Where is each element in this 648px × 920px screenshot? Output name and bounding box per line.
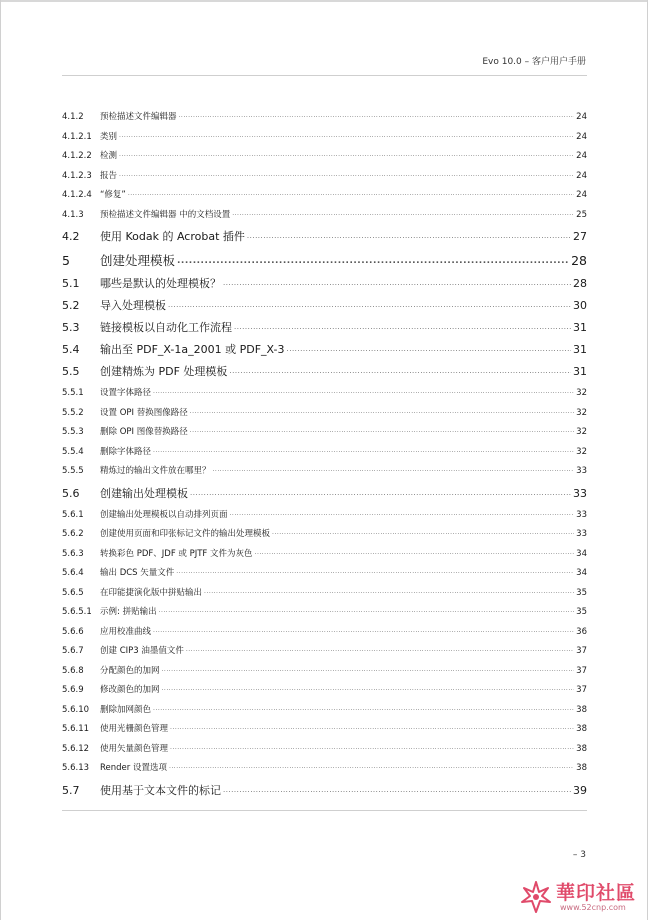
watermark xyxy=(510,876,646,920)
toc-entry-page: 35 xyxy=(576,607,587,617)
toc-entry-page: 33 xyxy=(573,486,587,500)
toc-entry-number: 5.6.10 xyxy=(62,704,90,715)
toc-entry-title: 应用校准曲线 xyxy=(100,626,152,637)
toc-entry-page: 32 xyxy=(576,427,587,437)
toc-entry-number: 5.5.4 xyxy=(62,446,84,457)
toc-entry-page: 33 xyxy=(576,529,587,539)
toc-entry-page: 25 xyxy=(576,209,587,220)
toc-entry-page: 28 xyxy=(573,277,587,290)
toc-entry[interactable] xyxy=(62,547,587,563)
toc-entry-page: 38 xyxy=(576,704,587,715)
toc-entry-number: 5.6.8 xyxy=(62,665,84,676)
toc-entry[interactable] xyxy=(62,527,587,543)
toc-entry[interactable] xyxy=(62,683,587,699)
toc-entry[interactable] xyxy=(62,386,587,402)
toc-entry-page: 31 xyxy=(573,321,587,334)
toc-entry-title: 创建输出处理模板 xyxy=(100,486,188,500)
toc-entry-page: 27 xyxy=(573,230,587,243)
toc-dot-leader xyxy=(153,386,574,396)
toc-entry-page: 31 xyxy=(573,365,587,378)
toc-dot-leader xyxy=(247,228,571,241)
toc-entry[interactable] xyxy=(62,445,587,461)
toc-dot-leader xyxy=(170,722,574,732)
toc-entry-title: 创建使用页面和印张标记文件的输出处理模板 xyxy=(100,529,271,539)
toc-entry[interactable] xyxy=(62,761,587,777)
toc-entry-number: 5.6 xyxy=(62,486,80,500)
toc-entry-number: 5 xyxy=(62,253,70,268)
toc-entry-number: 5.5.3 xyxy=(62,427,84,437)
watermark-logo-icon xyxy=(520,878,552,916)
toc-entry-number: 5.6.7 xyxy=(62,646,84,656)
toc-entry-number: 5.6.4 xyxy=(62,568,84,578)
toc-entry[interactable] xyxy=(62,664,587,680)
toc-entry-number: 5.6.12 xyxy=(62,743,90,754)
toc-entry-page: 24 xyxy=(576,151,587,161)
toc-entry[interactable] xyxy=(62,485,587,503)
toc-entry[interactable] xyxy=(62,319,587,337)
toc-dot-leader xyxy=(162,664,575,674)
toc-dot-leader xyxy=(119,149,574,159)
toc-entry-title: 设置 OPI 替换图像路径 xyxy=(100,407,188,418)
toc-entry[interactable] xyxy=(62,188,587,204)
toc-entry-title: 删除 OPI 图像替换路径 xyxy=(100,427,188,437)
toc-dot-leader xyxy=(229,363,571,376)
toc-entry[interactable] xyxy=(62,508,587,524)
toc-entry[interactable] xyxy=(62,341,587,359)
toc-entry-title: 创建 CIP3 油墨值文件 xyxy=(100,646,184,656)
toc-entry[interactable] xyxy=(62,406,587,422)
toc-dot-leader xyxy=(234,319,571,332)
toc-entry-title: 删除加网颜色 xyxy=(100,704,152,715)
toc-dot-leader xyxy=(119,169,574,179)
toc-entry[interactable] xyxy=(62,169,587,185)
toc-entry[interactable] xyxy=(62,644,587,660)
toc-entry[interactable] xyxy=(62,149,587,165)
toc-dot-leader xyxy=(272,527,574,537)
toc-entry-page: 35 xyxy=(576,587,587,598)
toc-entry[interactable] xyxy=(62,130,587,146)
toc-entry-number: 4.1.3 xyxy=(62,209,84,220)
toc-entry-page: 34 xyxy=(576,568,587,578)
toc-entry-title: 使用 Kodak 的 Acrobat 插件 xyxy=(100,230,245,243)
toc-dot-leader xyxy=(179,110,575,120)
toc-entry-title: 输出至 PDF_X-1a_2001 或 PDF_X-3 xyxy=(100,343,285,356)
toc-entry-page: 36 xyxy=(576,626,587,637)
toc-dot-leader xyxy=(190,406,574,416)
toc-entry-title: 预检描述文件编辑器 中的文档设置 xyxy=(100,209,231,220)
toc-entry-page: 38 xyxy=(576,724,587,734)
toc-entry-page: 24 xyxy=(576,112,587,122)
toc-entry-number: 5.6.11 xyxy=(62,724,90,734)
toc-entry-number: 5.6.5.1 xyxy=(62,607,92,617)
toc-entry-number: 5.3 xyxy=(62,321,80,334)
toc-entry-page: 37 xyxy=(576,646,587,656)
toc-entry[interactable] xyxy=(62,425,587,441)
toc-dot-leader xyxy=(162,683,575,693)
toc-entry-title: 删除字体路径 xyxy=(100,446,152,457)
toc-entry[interactable] xyxy=(62,703,587,719)
toc-entry-title: Render 设置选项 xyxy=(100,763,167,773)
toc-entry-number: 5.1 xyxy=(62,277,80,290)
toc-entry-number: 5.6.1 xyxy=(62,509,84,520)
toc-entry-number: 4.1.2.1 xyxy=(62,131,92,142)
toc-entry-number: 4.2 xyxy=(62,230,80,243)
toc-entry[interactable] xyxy=(62,742,587,758)
toc-entry-page: 30 xyxy=(573,299,587,312)
toc-dot-leader xyxy=(128,188,574,198)
toc-entry-page: 39 xyxy=(573,783,587,797)
toc-dot-leader xyxy=(170,742,574,752)
toc-dot-leader xyxy=(153,703,574,713)
toc-entry-title: 报告 xyxy=(100,170,118,181)
toc-entry-page: 31 xyxy=(573,343,587,356)
toc-dot-leader xyxy=(168,297,571,310)
toc-entry-title: 使用矢量颜色管理 xyxy=(100,743,169,754)
toc-entry-title: 创建处理模板 xyxy=(100,253,176,268)
toc-entry[interactable] xyxy=(62,208,587,224)
footer-rule xyxy=(62,810,587,811)
header-rule xyxy=(62,75,587,76)
toc-entry-title: 设置字体路径 xyxy=(100,388,152,398)
watermark-url: www.52cnp.com xyxy=(560,903,626,912)
toc-entry-title: 类别 xyxy=(100,131,118,142)
running-header: Evo 10.0 – 客户用户手册 xyxy=(482,57,586,67)
toc-entry[interactable] xyxy=(62,464,587,480)
toc-dot-leader xyxy=(213,464,575,474)
toc-entry[interactable] xyxy=(62,722,587,738)
toc-entry-page: 38 xyxy=(576,763,587,773)
toc-dot-leader xyxy=(153,625,574,635)
toc-dot-leader xyxy=(169,761,574,771)
toc-entry-number: 5.5.1 xyxy=(62,388,84,398)
toc-entry-title: 转换彩色 PDF、JDF 或 PJTF 文件为灰色 xyxy=(100,548,253,559)
toc-entry-page: 33 xyxy=(576,466,587,476)
toc-entry-number: 5.2 xyxy=(62,299,80,312)
toc-entry-number: 5.5.5 xyxy=(62,466,84,476)
toc-dot-leader xyxy=(255,547,575,557)
watermark-text: 華印社區 xyxy=(556,882,637,904)
toc-entry-title: 使用光栅颜色管理 xyxy=(100,724,169,734)
toc-entry-number: 5.4 xyxy=(62,343,80,356)
toc-dot-leader xyxy=(119,130,574,140)
toc-entry-page: 24 xyxy=(576,190,587,200)
toc-entry-number: 5.6.5 xyxy=(62,587,84,598)
toc-entry-title: 在印能捷演化版中拼贴输出 xyxy=(100,587,203,598)
toc-entry-number: 5.5.2 xyxy=(62,407,84,418)
toc-entry-title: “修复” xyxy=(100,190,126,200)
toc-dot-leader xyxy=(223,275,571,288)
toc-entry-title: 修改颜色的加网 xyxy=(100,685,160,695)
toc-dot-leader xyxy=(232,208,574,218)
toc-entry-page: 38 xyxy=(576,743,587,754)
toc-dot-leader xyxy=(204,586,574,596)
toc-entry[interactable] xyxy=(62,363,587,381)
toc-entry[interactable] xyxy=(62,297,587,315)
toc-entry-page: 37 xyxy=(576,685,587,695)
toc-entry-title: 导入处理模板 xyxy=(100,299,166,312)
toc-entry-page: 32 xyxy=(576,407,587,418)
toc-entry-title: 精炼过的输出文件放在哪里？ xyxy=(100,466,211,476)
toc-entry-title: 使用基于文本文件的标记 xyxy=(100,783,221,797)
toc-entry-page: 32 xyxy=(576,446,587,457)
toc-entry-number: 5.6.3 xyxy=(62,548,84,559)
toc-entry-title: 示例: 拼贴输出 xyxy=(100,607,157,617)
toc-dot-leader xyxy=(190,425,574,435)
page-left-edge xyxy=(0,0,1,920)
page-top-edge xyxy=(0,0,648,2)
toc-dot-leader xyxy=(186,644,574,654)
page-number: – 3 xyxy=(572,850,586,860)
toc-entry[interactable] xyxy=(62,251,587,271)
toc-dot-leader xyxy=(159,605,575,615)
toc-entry-number: 5.6.13 xyxy=(62,763,90,773)
toc-entry-number: 5.6.9 xyxy=(62,685,84,695)
toc-entry-number: 5.6.2 xyxy=(62,529,84,539)
toc-entry-number: 4.1.2.3 xyxy=(62,170,92,181)
toc-entry[interactable] xyxy=(62,782,587,800)
toc-entry-title: 创建输出处理模板以自动排列页面 xyxy=(100,509,228,520)
toc-entry-page: 34 xyxy=(576,548,587,559)
toc-entry[interactable] xyxy=(62,586,587,602)
toc-dot-leader xyxy=(287,341,572,354)
toc-entry-page: 24 xyxy=(576,170,587,181)
toc-dot-leader xyxy=(153,445,574,455)
toc-entry[interactable] xyxy=(62,228,587,246)
toc-dot-leader xyxy=(223,782,571,795)
toc-entry-number: 4.1.2.4 xyxy=(62,190,92,200)
toc-dot-leader xyxy=(230,508,575,518)
toc-entry-title: 链接模板以自动化工作流程 xyxy=(100,321,232,334)
toc-entry[interactable] xyxy=(62,566,587,582)
toc-entry-page: 33 xyxy=(576,509,587,520)
toc-entry-title: 分配颜色的加网 xyxy=(100,665,160,676)
toc-entry-number: 5.6.6 xyxy=(62,626,84,637)
toc-entry-title: 输出 DCS 矢量文件 xyxy=(100,568,175,578)
toc-entry[interactable] xyxy=(62,605,587,621)
toc-entry-page: 32 xyxy=(576,388,587,398)
toc-entry-number: 5.5 xyxy=(62,365,80,378)
toc-entry-number: 4.1.2 xyxy=(62,112,84,122)
toc-entry[interactable] xyxy=(62,625,587,641)
toc-entry[interactable] xyxy=(62,110,587,126)
toc-entry-page: 37 xyxy=(576,665,587,676)
toc-dot-leader xyxy=(177,251,569,266)
toc-entry-page: 28 xyxy=(571,253,587,268)
toc-dot-leader xyxy=(190,485,571,498)
toc-entry-page: 24 xyxy=(576,131,587,142)
toc-entry[interactable] xyxy=(62,275,587,293)
toc-entry-title: 创建精炼为 PDF 处理模板 xyxy=(100,365,228,378)
toc-dot-leader xyxy=(176,566,574,576)
toc-entry-title: 预检描述文件编辑器 xyxy=(100,112,177,122)
toc-entry-number: 5.7 xyxy=(62,783,80,797)
toc-entry-title: 哪些是默认的处理模板？ xyxy=(100,277,221,290)
toc-entry-number: 4.1.2.2 xyxy=(62,151,92,161)
toc-entry-title: 检测 xyxy=(100,151,118,161)
